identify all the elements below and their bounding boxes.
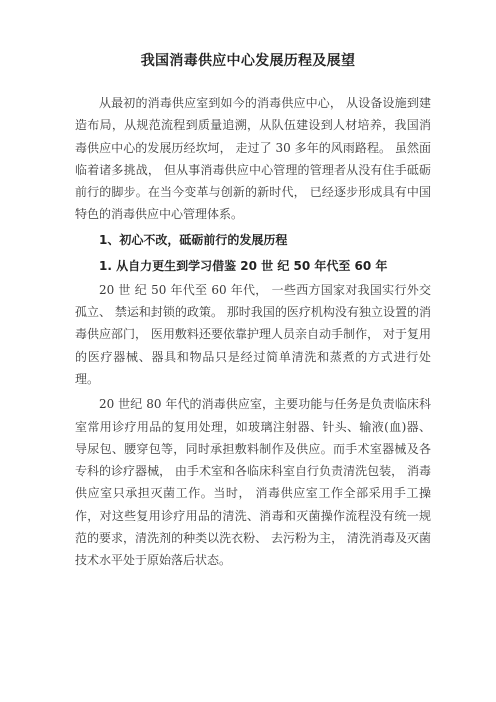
paragraph-1950s: 20 世 纪 50 年代至 60 年代， 一些西方国家对我国实行外交孤立、 禁运和封锁的政策。 那时我国的医疗机构没有独立设置的消毒供应部门， 医用敷料还要依靠护理人员亲自动手制作， 对于复用的医疗器械、器具和物品只是经过简单清洗和蒸煮的方式进行处理。 xyxy=(75,282,431,386)
section-heading: 1、初心不改，砥砺前行的发展历程 xyxy=(99,232,288,247)
document-title: 我国消毒供应中心发展历程及展望 xyxy=(140,53,356,69)
paragraph-1980s: 20 世纪 80 年代的消毒供应室，主要功能与任务是负责临床科室常用诊疗用品的复用处理，如玻璃注射器、针头、输液(血)器、导尿包、腰穿包等，同时承担敷料制作及供应。而手术室器械及各专科的诊疗器械， 由手术室和各临床科室自行负责清洗包装， 消毒供应室只承担灭菌工作。当时， 消毒供应室工作全部采用手工操作，对这些复用诊疗用品的清洗、消毒和灭菌操作流程没有统一规范的要求，清洗剂的种类以洗衣粉、 去污粉为主， 清洗消毒及灭菌技术水平处于原始落后状态。 xyxy=(75,397,431,568)
subsection-heading: 1. 从自力更生到学习借鉴 20 世 纪 50 年代至 60 年 xyxy=(99,258,388,273)
intro-paragraph: 从最初的消毒供应室到如今的消毒供应中心， 从设备设施到建造布局，从规范流程到质量追溯，从队伍建设到人材培养，我国消毒供应中心的发展历经坎坷， 走过了 30 多年的风雨路程。 虽然面临着诸多挑战， 但从事消毒供应中心管理的管理者从没有住手砥砺前行的脚步。在当今变革与创新的新时代， 已经逐步形成具有中国特色的消毒供应中心管理体系。 xyxy=(75,96,431,222)
document-body xyxy=(75,92,431,575)
